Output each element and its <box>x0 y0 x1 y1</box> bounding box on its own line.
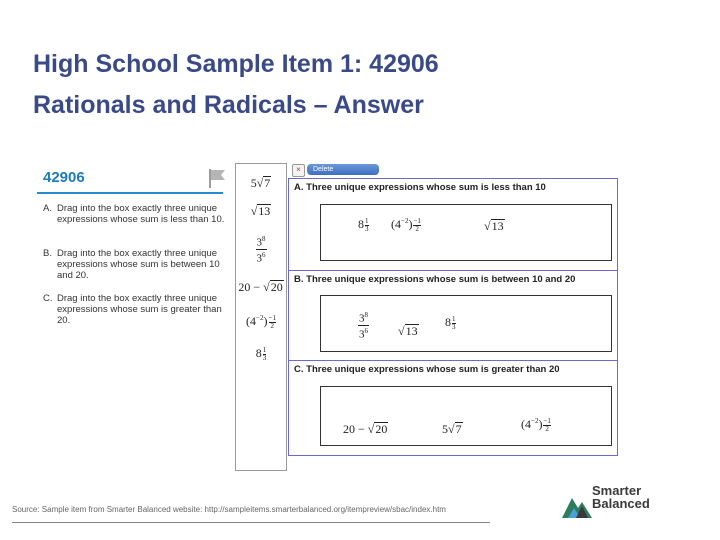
section-a-label: A. Three unique expressions whose sum is less than 10 <box>294 182 546 193</box>
section-b <box>288 270 618 361</box>
question-b-letter: B. <box>43 248 52 259</box>
token-eight-cube-root[interactable]: 8 $\frac{1}{3}$ <box>445 315 456 331</box>
token-five-root-seven[interactable]: 5√7 <box>442 422 462 436</box>
drop-box-c[interactable] <box>320 386 612 446</box>
token-twenty-minus-root[interactable]: 20 − √20 <box>343 422 388 436</box>
token-negative-power[interactable]: $(4^{-2})$ $\frac{-1}{2}$ <box>391 217 421 233</box>
palette-three-power-fraction[interactable] <box>236 234 286 264</box>
fraction: $\frac{3^8}{3^6}$ <box>256 235 266 265</box>
delete-close-icon[interactable]: × <box>292 164 305 177</box>
palette-negative-power[interactable]: $(4^{-2})$ $\frac{-1}{2}$ <box>246 314 276 330</box>
palette-five-root-seven[interactable]: 5√7 <box>250 176 271 190</box>
token-root-thirteen[interactable]: √13 <box>484 219 504 233</box>
palette-root-thirteen[interactable]: √13 <box>250 204 271 218</box>
token-eight-cube-root[interactable]: 8 $\frac{1}{3}$ <box>358 217 369 233</box>
slide-title-line2: Rationals and Radicals – Answer <box>33 91 424 119</box>
token-three-power-fraction[interactable]: $\frac{3^8}{3^6}$ <box>359 311 368 341</box>
question-a-letter: A. <box>43 203 52 214</box>
expression-palette <box>235 163 287 471</box>
slide-title <box>33 44 673 126</box>
question-c-text: Drag into the box exactly three unique expressions whose sum is greater than 20. <box>57 293 222 326</box>
smarter-balanced-logo <box>560 484 690 524</box>
section-c-label: C. Three unique expressions whose sum is greater than 20 <box>294 364 560 375</box>
question-panel <box>37 163 231 463</box>
palette-twenty-minus-root[interactable]: 20 − √20 <box>238 280 283 294</box>
slide-title-line1: High School Sample Item 1: 42906 <box>33 50 439 78</box>
delete-button[interactable]: Delete <box>307 164 379 175</box>
drop-box-b[interactable] <box>320 295 612 352</box>
question-c-letter: C. <box>43 293 53 304</box>
logo-wordmark: Smarter Balanced <box>592 483 650 511</box>
radicand: 13 <box>258 204 271 218</box>
question-a-text: Drag into the box exactly three unique expressions whose sum is less than 10. <box>57 203 225 225</box>
flag-icon[interactable] <box>207 167 227 189</box>
item-id-underline <box>37 192 223 194</box>
palette-eight-cube-root[interactable]: 8 $\frac{1}{3}$ <box>255 346 267 362</box>
question-b-text: Drag into the box exactly three unique expressions whose sum is between 10 and 20. <box>57 248 220 281</box>
section-b-label: B. Three unique expressions whose sum is between 10 and 20 <box>294 274 576 285</box>
drop-box-a[interactable] <box>320 204 612 261</box>
item-id: 42906 <box>43 169 85 186</box>
coef: 5 <box>250 176 257 190</box>
exponent: $\frac{-1}{2}$ <box>268 314 276 330</box>
exponent: $\frac{1}{3}$ <box>262 346 267 362</box>
radicand: 7 <box>264 176 271 190</box>
answer-area <box>288 160 618 470</box>
footer-divider <box>12 522 490 523</box>
token-root-thirteen[interactable]: √13 <box>398 324 418 338</box>
section-c <box>288 360 618 456</box>
section-a <box>288 178 618 271</box>
source-citation: Source: Sample item from Smarter Balanced website: http://sampleitems.smarterbalanced.org/itempreview/sbac/index.htm <box>12 505 446 514</box>
token-negative-power[interactable]: $(4^{-2})$ $\frac{-1}{2}$ <box>521 417 551 433</box>
logo-mountains-icon <box>560 490 594 520</box>
